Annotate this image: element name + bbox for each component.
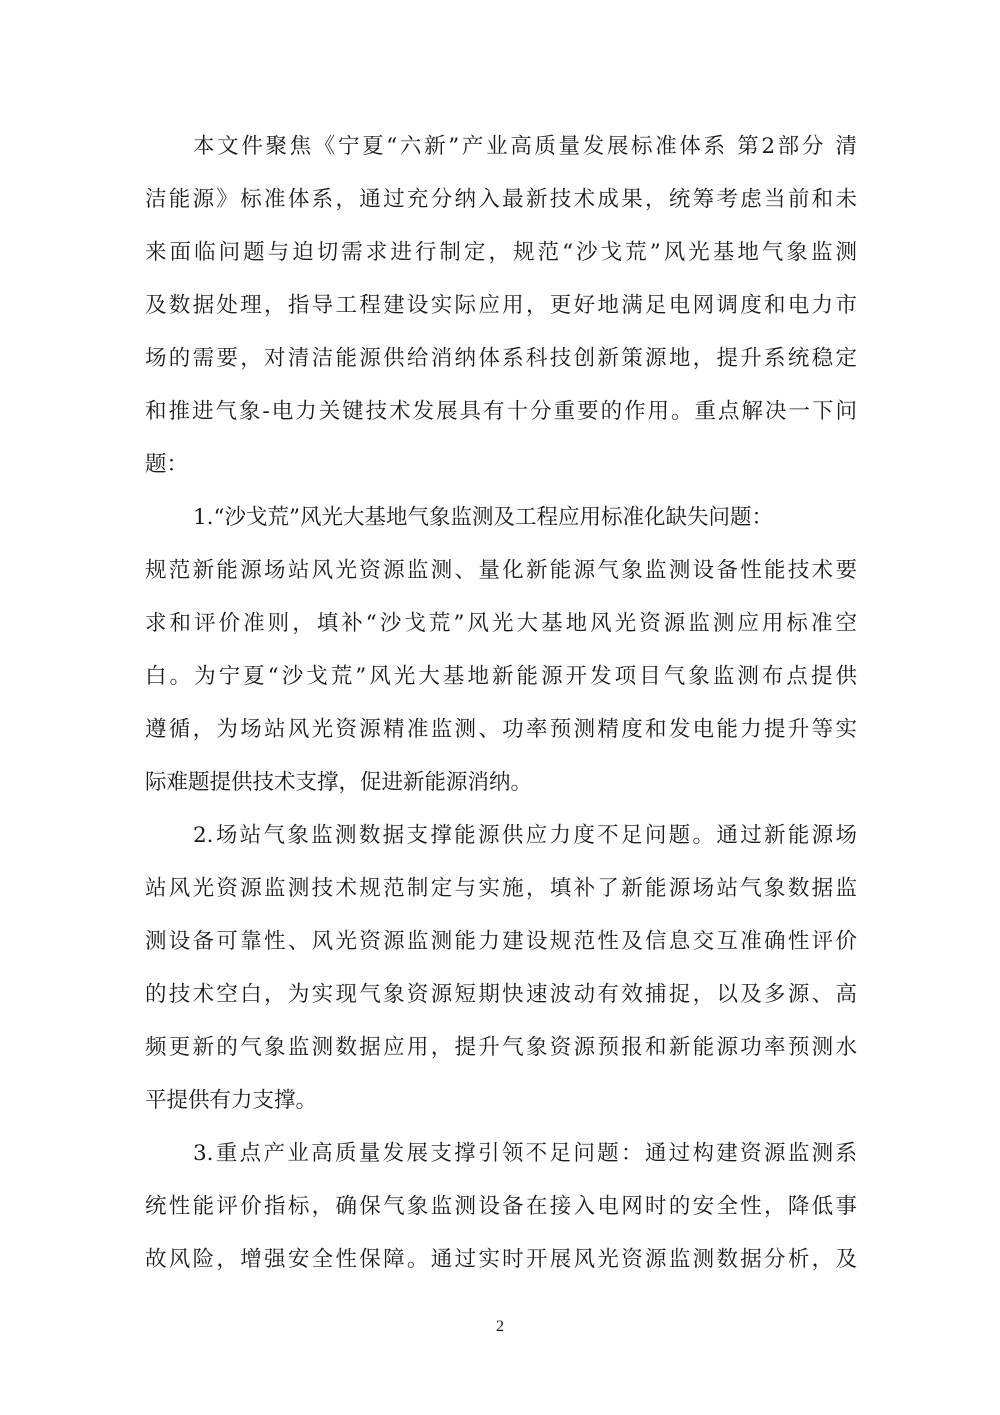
text-line: 1.“沙戈荒”风光大基地气象监测及工程应用标准化缺失问题： (193, 505, 773, 530)
text-line: 题： (145, 452, 189, 477)
text-line: 来面临问题与迫切需求进行制定，规范“沙戈荒”风光基地气象监测 (145, 240, 857, 265)
text-line: 本文件聚焦《宁夏“六新”产业高质量发展标准体系 第2部分 清 (193, 134, 857, 159)
text-line: 场的需要，对清洁能源供给消纳体系科技创新策源地，提升系统稳定 (145, 346, 857, 371)
text-line: 3.重点产业高质量发展支撑引领不足问题：通过构建资源监测系 (193, 1141, 857, 1166)
text-line: 平提供有力支撑。 (145, 1088, 318, 1113)
text-line: 站风光资源监测技术规范制定与实施，填补了新能源场站气象数据监 (145, 876, 857, 901)
text-line: 故风险，增强安全性保障。通过实时开展风光资源监测数据分析，及 (145, 1247, 857, 1272)
text-line: 和推进气象-电力关键技术发展具有十分重要的作用。重点解决一下问 (145, 399, 857, 424)
text-line: 际难题提供技术支撑，促进新能源消纳。 (145, 770, 533, 795)
text-line: 统性能评价指标，确保气象监测设备在接入电网时的安全性，降低事 (145, 1194, 857, 1219)
text-line: 频更新的气象监测数据应用，提升气象资源预报和新能源功率预测水 (145, 1035, 857, 1060)
text-line: 2.场站气象监测数据支撑能源供应力度不足问题。通过新能源场 (193, 823, 857, 848)
text-line: 洁能源》标准体系，通过充分纳入最新技术成果，统筹考虑当前和未 (145, 187, 857, 212)
text-line: 规范新能源场站风光资源监测、量化新能源气象监测设备性能技术要 (145, 558, 857, 583)
page-number: 2 (496, 1318, 504, 1335)
text-line: 的技术空白，为实现气象资源短期快速波动有效捕捉，以及多源、高 (145, 982, 857, 1007)
text-line: 白。为宁夏“沙戈荒”风光大基地新能源开发项目气象监测布点提供 (145, 664, 857, 689)
text-line: 遵循，为场站风光资源精准监测、功率预测精度和发电能力提升等实 (145, 717, 857, 742)
text-line: 求和评价准则，填补“沙戈荒”风光大基地风光资源监测应用标准空 (145, 611, 857, 636)
text-line: 及数据处理，指导工程建设实际应用，更好地满足电网调度和电力市 (145, 293, 857, 318)
text-line: 测设备可靠性、风光资源监测能力建设规范性及信息交互准确性评价 (145, 929, 857, 954)
